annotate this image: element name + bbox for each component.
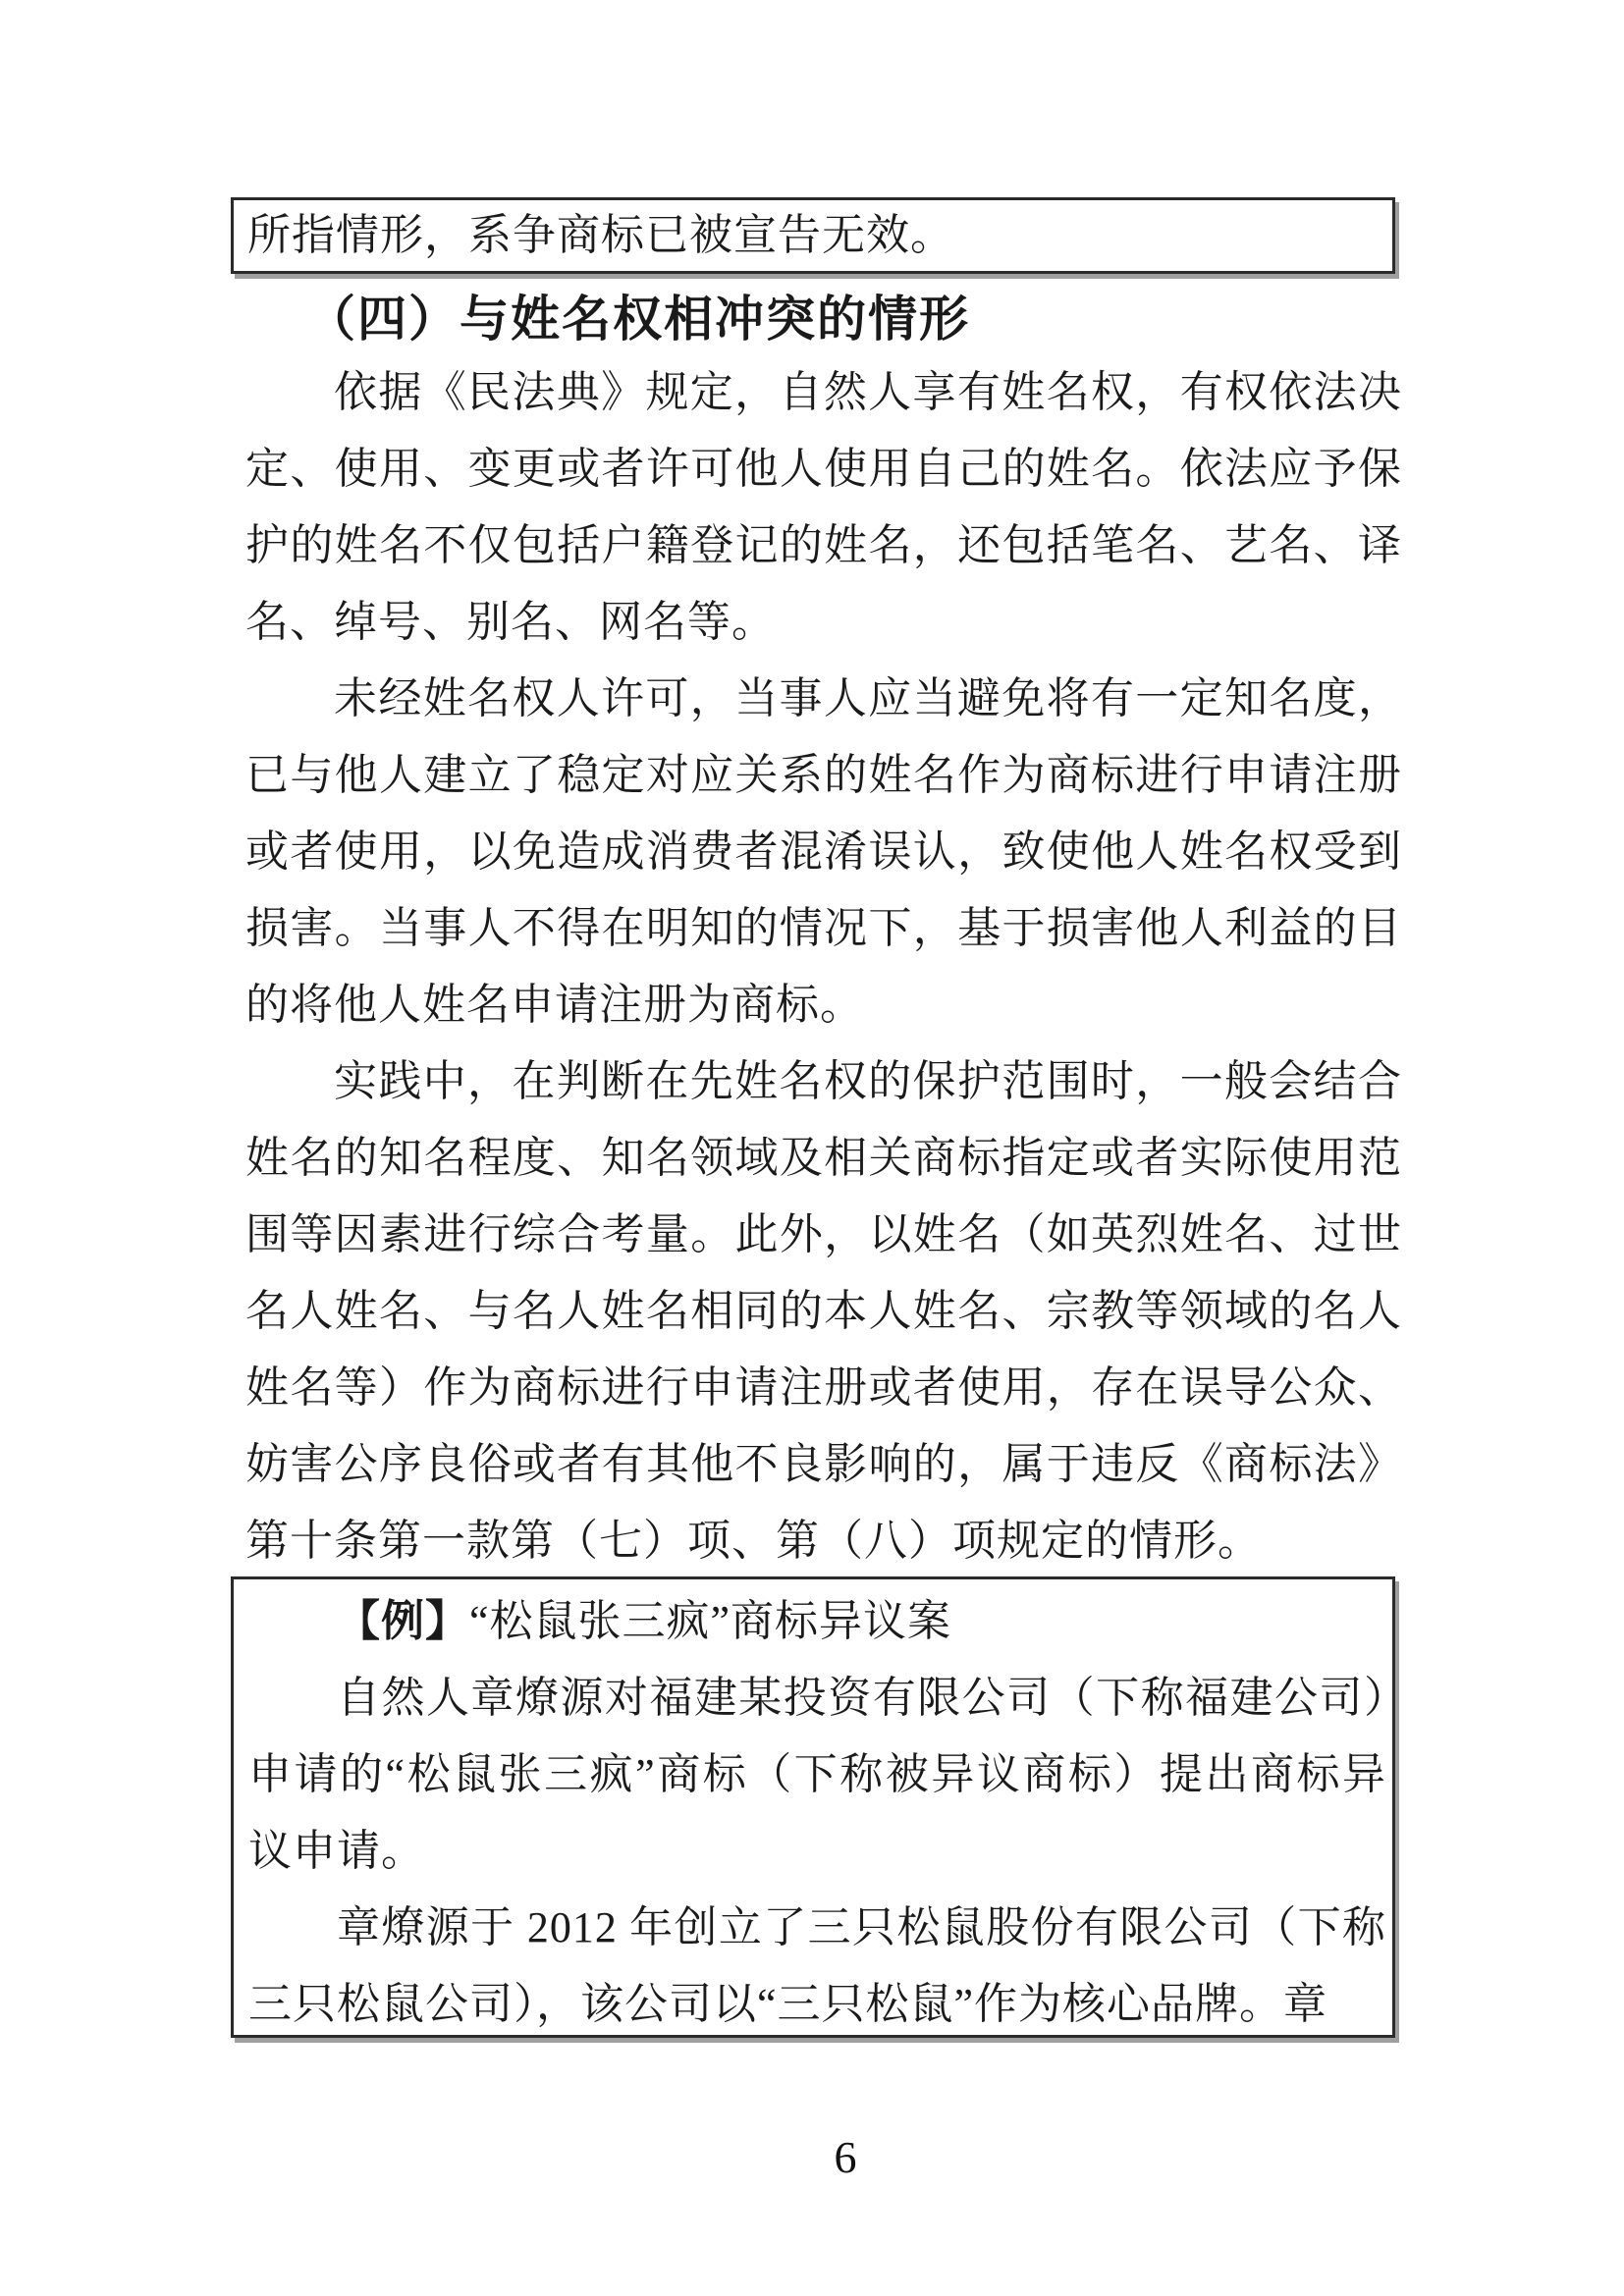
paragraph-unauthorized-use: 未经姓名权人许可，当事人应当避免将有一定知名度，已与他人建立了稳定对应关系的姓名作为商标进行申请注册或者使用，以免造成消费者混淆误认，致使他人姓名权受到损害。当事人不得在明知的情况下，基于损害他人利益的目的将他人姓名申请注册为商标。: [245, 674, 1402, 1029]
paragraph-name-right-basis: 依据《民法典》规定，自然人享有姓名权，有权依法决定、使用、变更或者许可他人使用自己的姓名。依法应予保护的姓名不仅包括户籍登记的姓名，还包括笔名、艺名、译名、绰号、别名、网名等。: [245, 368, 1402, 646]
section-heading: （四）与姓名权相冲突的情形: [306, 292, 970, 347]
body-text: [245, 354, 1402, 1579]
continued-paragraph: 所指情形，系争商标已被宣告无效。: [247, 211, 954, 259]
example-paragraph-company: 章燎源于 2012 年创立了三只松鼠股份有限公司（下称三只松鼠公司），该公司以“三只松鼠”作为核心品牌。章: [248, 1903, 1386, 2028]
example-box: [231, 1576, 1395, 2038]
page-number: 6: [834, 2132, 857, 2182]
example-label: 【例】: [337, 1597, 469, 1645]
example-title-line: [248, 1583, 1386, 1660]
paragraph-practice-scope: 实践中，在判断在先姓名权的保护范围时，一般会结合姓名的知名程度、知名领域及相关商标指定或者实际使用范围等因素进行综合考量。此外，以姓名（如英烈姓名、过世名人姓名、与名人姓名相同的本人姓名、宗教等领域的名人姓名等）作为商标进行申请注册或者使用，存在误导公众、妨害公序良俗或者有其他不良影响的，属于违反《商标法》第十条第一款第（七）项、第（八）项规定的情形。: [245, 1057, 1402, 1565]
example-title: “松鼠张三疯”商标异议案: [469, 1597, 952, 1645]
continued-text-box: [231, 197, 1395, 274]
example-paragraph-opposition: 自然人章燎源对福建某投资有限公司（下称福建公司）申请的“松鼠张三疯”商标（下称被异议商标）提出商标异议申请。: [248, 1674, 1386, 1875]
